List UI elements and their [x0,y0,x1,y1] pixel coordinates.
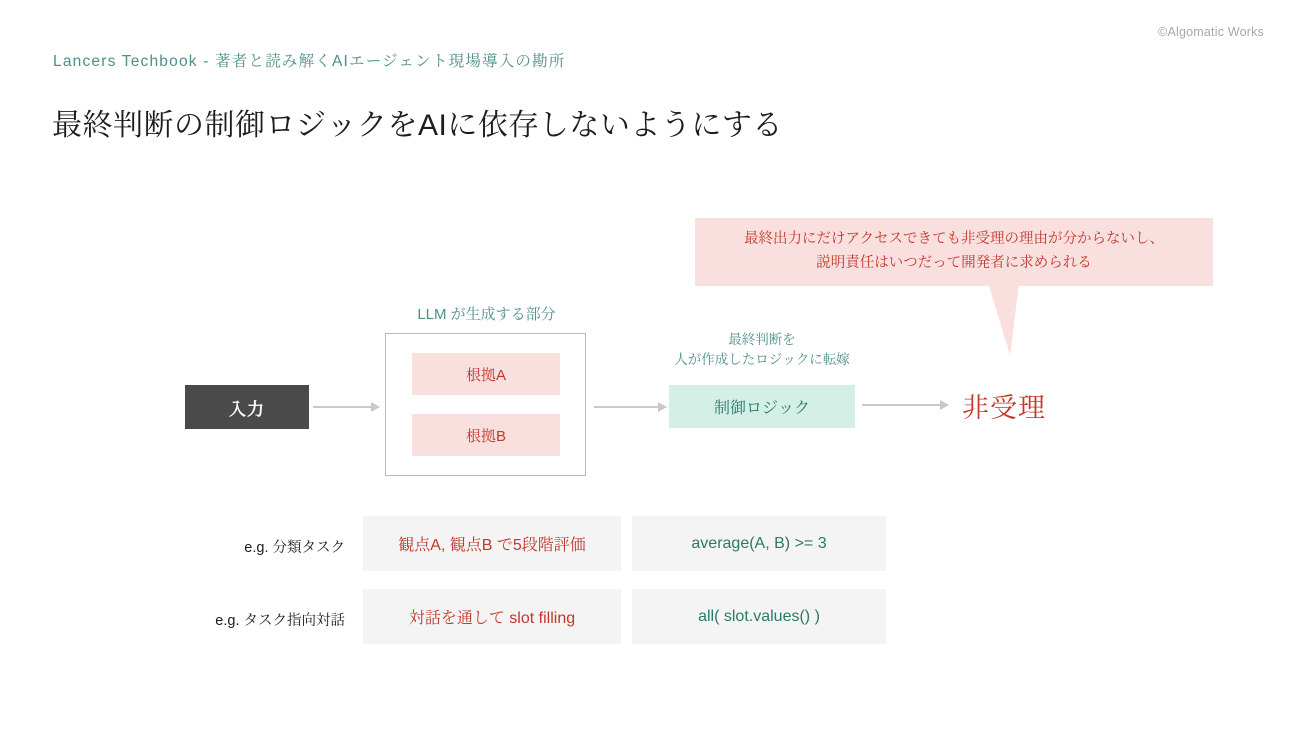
example-llm-cell: 観点A, 観点B で5段階評価 [363,516,621,571]
input-node: 入力 [185,385,309,429]
arrow-logic-to-result [862,404,948,406]
callout-line2: 説明責任はいつだって開発者に求められる [816,255,1092,271]
page-title: 最終判断の制御ロジックをAIに依存しないようにする [52,109,783,143]
control-logic-node: 制御ロジック [669,385,855,428]
logic-caption-line2: 人が作成したロジックに転嫁 [674,351,850,367]
llm-section-label: LLM が生成する部分 [417,306,556,323]
callout-bubble [695,218,1213,286]
evidence-b-node: 根拠B [412,414,560,456]
slide-eyebrow: Lancers Techbook - 著者と読み解くAIエージェント現場導入の勘所 [53,53,566,70]
example-logic-cell: average(A, B) >= 3 [632,516,886,571]
result-node: 非受理 [962,393,1046,423]
example-row-label: e.g. タスク指向対話 [215,613,345,629]
example-row-label: e.g. 分類タスク [244,540,345,556]
callout-line1: 最終出力にだけアクセスできても非受理の理由が分からないし、 [743,231,1165,248]
evidence-a-node: 根拠A [412,353,560,395]
example-logic-cell: all( slot.values() ) [632,589,886,644]
logic-caption-line1: 最終判断を [728,332,796,347]
callout-tail [989,285,1031,355]
arrow-llm-to-logic [594,406,666,408]
logic-caption [657,330,867,369]
copyright-notice: ©Algomatic Works [1158,25,1264,39]
arrow-input-to-llm [313,406,379,408]
example-llm-cell: 対話を通して slot filling [363,589,621,644]
